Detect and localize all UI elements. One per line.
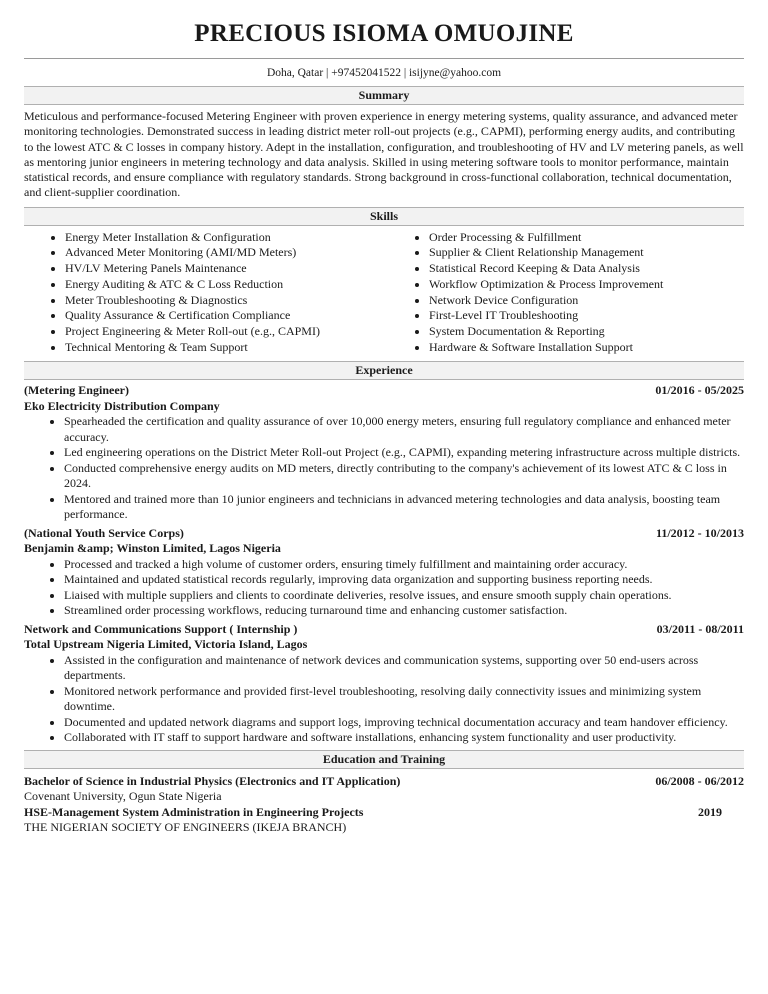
- job-dates: 01/2016 - 05/2025: [655, 383, 744, 398]
- job-entry: [24, 622, 744, 746]
- skill-item: • Project Engineering & Meter Roll-out (e.g., CAPMI): [65, 324, 395, 340]
- education-institution: Covenant University, Ogun State Nigeria: [24, 789, 222, 804]
- job-header: [24, 526, 744, 542]
- job-company: Eko Electricity Distribution Company: [24, 398, 220, 413]
- job-bullet: • Liaised with multiple suppliers and clients to coordinate deliveries, resolve issues, and ensure smooth supply chain operations.: [64, 588, 744, 604]
- education-dates: 2019: [698, 804, 722, 819]
- education-header: [24, 774, 744, 790]
- job-dates: 11/2012 - 10/2013: [655, 525, 744, 540]
- education-degree: HSE-Management System Administration in Engineering Projects: [24, 804, 364, 819]
- skill-item: • HV/LV Metering Panels Maintenance: [65, 261, 395, 277]
- education-degree: Bachelor of Science in Industrial Physics (Electronics and IT Application): [24, 773, 401, 788]
- job-role: Network and Communications Support ( Internship ): [24, 621, 298, 636]
- header-divider: [24, 58, 744, 59]
- education-institution: THE NIGERIAN SOCIETY OF ENGINEERS (IKEJA BRANCH): [24, 820, 347, 835]
- skill-item: • Advanced Meter Monitoring (AMI/MD Meters): [65, 245, 395, 261]
- job-entry: [24, 383, 744, 523]
- skills-columns: [24, 230, 744, 356]
- job-bullet: • Conducted comprehensive energy audits on MD meters, directly contributing to the company's achievement of its lowest ATC & C loss in 2024.: [64, 461, 744, 492]
- education-entry: [24, 805, 744, 836]
- skill-item: • Meter Troubleshooting & Diagnostics: [65, 293, 395, 309]
- skill-item: • Energy Auditing & ATC & C Loss Reduction: [65, 277, 395, 293]
- skill-item: • Statistical Record Keeping & Data Analysis: [429, 261, 663, 277]
- job-bullets: [24, 414, 744, 523]
- education-dates: 06/2008 - 06/2012: [655, 773, 744, 788]
- job-bullet: • Documented and updated network diagrams and support logs, improving technical documentation accuracy and team handover efficiency.: [64, 715, 744, 731]
- job-header: [24, 622, 744, 638]
- job-header: [24, 383, 744, 399]
- job-bullet: • Collaborated with IT staff to support hardware and software installations, enhancing system functionality and user productivity.: [64, 730, 744, 746]
- job-bullet: • Monitored network performance and provided first-level troubleshooting, resolving daily connectivity issues and minimizing system downtime.: [64, 684, 744, 715]
- education-header: [24, 805, 744, 821]
- job-bullet: • Led engineering operations on the District Meter Roll-out Project (e.g., CAPMI), expanding metering infrastructure across multiple districts.: [64, 445, 744, 461]
- job-entry: [24, 526, 744, 619]
- job-bullet: • Mentored and trained more than 10 junior engineers and technicians in advanced metering technologies and data analysis, boosting team performance.: [64, 492, 744, 523]
- job-bullet: • Processed and tracked a high volume of customer orders, ensuring timely fulfillment and maintaining order accuracy.: [64, 557, 744, 573]
- skills-heading: Skills: [24, 207, 744, 226]
- job-bullets: [24, 653, 744, 746]
- job-bullet: • Maintained and updated statistical records regularly, improving data organization and supporting business reporting needs.: [64, 572, 744, 588]
- summary-text: Meticulous and performance-focused Metering Engineer with proven experience in energy metering systems, quality assurance, and advanced meter monitoring technologies. Demonstrated success in leading district meter roll-out projects (e.g., CAPMI), performing energy audits, and contributing to the lowest ATC & C losses in company history. Adept in the installation, configuration, and troubleshooting of HV and LV metering panels, as well as mentoring junior engineers in metering technology and data analysis. Skilled in using metering software tools to monitor performance, maintain statistical records, and ensure compliance with regulatory standards. Strong background in cross-functional collaboration, technical documentation, and client-supplier coordination.: [24, 109, 744, 200]
- contact-line: Doha, Qatar | +97452041522 | isijyne@yahoo.com: [266, 67, 502, 79]
- job-dates: 03/2011 - 08/2011: [656, 621, 744, 636]
- skill-item: • Hardware & Software Installation Support: [429, 340, 663, 356]
- resume-page: [24, 0, 744, 836]
- education-entry: [24, 774, 744, 805]
- skill-item: • Network Device Configuration: [429, 293, 663, 309]
- education-heading: Education and Training: [24, 750, 744, 769]
- job-bullet: • Streamlined order processing workflows, reducing turnaround time and enhancing customer satisfaction.: [64, 603, 744, 619]
- job-bullet: • Spearheaded the certification and quality assurance of over 10,000 energy meters, ensuring full regulatory compliance and enhanced meter accuracy.: [64, 414, 744, 445]
- skill-item: • First-Level IT Troubleshooting: [429, 308, 663, 324]
- skill-item: • Order Processing & Fulfillment: [429, 230, 663, 246]
- skills-left-list: [24, 230, 395, 356]
- job-role: (National Youth Service Corps): [24, 525, 184, 540]
- job-company: Total Upstream Nigeria Limited, Victoria Island, Lagos: [24, 637, 308, 652]
- candidate-name: PRECIOUS ISIOMA OMUOJINE: [194, 20, 574, 47]
- experience-heading: Experience: [24, 361, 744, 380]
- job-role: (Metering Engineer): [24, 383, 129, 398]
- skill-item: • Quality Assurance & Certification Compliance: [65, 308, 395, 324]
- summary-heading: Summary: [24, 86, 744, 105]
- skill-item: • Workflow Optimization & Process Improvement: [429, 277, 663, 293]
- job-company: Benjamin &amp; Winston Limited, Lagos Nigeria: [24, 541, 281, 556]
- skill-item: • System Documentation & Reporting: [429, 324, 663, 340]
- skill-item: • Technical Mentoring & Team Support: [65, 340, 395, 356]
- skills-right-list: [395, 230, 663, 356]
- job-bullet: • Assisted in the configuration and maintenance of network devices and communication systems, supporting over 50 end-users across departments.: [64, 653, 744, 684]
- job-bullets: [24, 557, 744, 619]
- skill-item: • Supplier & Client Relationship Management: [429, 245, 663, 261]
- skill-item: • Energy Meter Installation & Configuration: [65, 230, 395, 246]
